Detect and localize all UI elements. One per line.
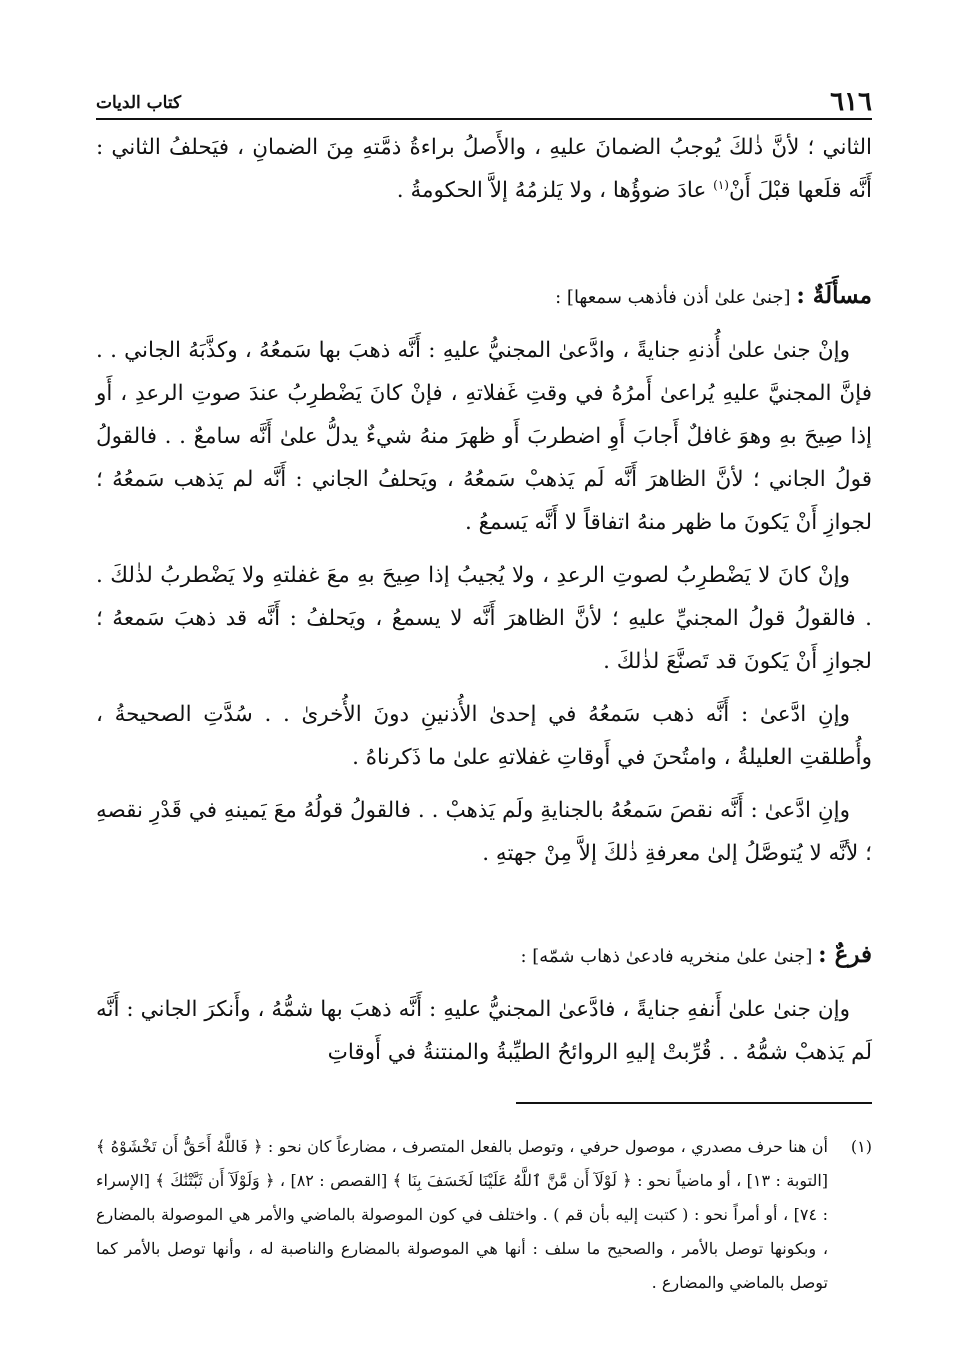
main-text	[96, 126, 872, 1074]
intro-paragraph	[96, 126, 872, 212]
intro-text-b: عادَ ضوؤُها ، ولا يَلزمُهُ إلاَّ الحكومةُ .	[396, 178, 714, 203]
far-label: فرعٌ :	[818, 941, 872, 968]
footnote-divider	[516, 1102, 872, 1104]
footnote-text: أن هنا حرف مصدري ، موصول حرفي ، وتوصل بالفعل المتصرف ، مضارعاً كان نحو : ﴿ فَاللَّهُ أَحَقُّ أَن تَخْشَوْهُ ﴾ [التوبة : ١٣] ، أو ماضياً نحو : ﴿ لَوْلَآ أَن مَّنَّ ٱللَّهُ عَلَيْنَا لَخَسَفَ بِنَا ﴾ [القصص : ٨٢] ، ﴿ وَلَوْلَآ أَن ثَبَّتْنَٰكَ ﴾ [الإسراء : ٧٤] ، أو أمراً نحو : ( كتبت إليه بأن قم ) . واختلف في كون الموصولة بالماضي والأمر هي الموصولة بالمضارع ، وبكونها توصل بالأمر ، والصحيح ما سلف : أنها هي الموصولة بالمضارع والناصبة له ، وأنها توصل بالأمر كما توصل بالماضي والمضارع .	[96, 1137, 829, 1292]
page-header	[96, 86, 872, 120]
masala-label: مسأَلَةٌ :	[796, 282, 872, 309]
section-heading-masala	[96, 274, 872, 319]
footnote-marker: (١)	[850, 1137, 872, 1156]
far-title: [جنىٰ علىٰ منخريه فادعىٰ ذهاب شمّه] :	[520, 946, 819, 967]
page-number: ٦١٦	[830, 87, 872, 117]
section-heading-far	[96, 933, 872, 978]
footnote-block	[96, 1130, 872, 1300]
running-title: كتاب الديات	[96, 93, 182, 113]
far-paragraph-1: وإن جنىٰ علىٰ أَنفهِ جنايةً ، فادَّعىٰ المجنيُّ عليهِ : أَنَّه ذهبَ بها شمُّهُ ، وأَنكرَ الجاني : أَنَّه لَم يَذهبْ شمُّهُ . . قُرِّبتْ إليهِ الروائحُ الطيِّبةُ والمنتنةُ في أَوقاتِ	[96, 997, 872, 1065]
intro-text-a: الثاني ؛ لأنَّ ذٰلكَ يُوجبُ الضمانَ عليهِ ، والأَصلُ براءةُ ذمَّتهِ مِنَ الضمانِ ، فيَحلفُ الثاني : أَنَّه قلَعها قبْلَ أَنْ	[96, 135, 872, 203]
footnote-reference[interactable]: (١)	[713, 177, 729, 192]
masala-paragraph-2: وإنْ كانَ لا يَضْطرِبُ لصوتِ الرعدِ ، ولا يُجيبُ إذا صِيحَ بهِ معَ غفلتهِ ولا يَضْطربُ لذٰلكَ . . فالقولُ قولُ المجنيِّ عليهِ ؛ لأنَّ الظاهرَ أَنَّه لا يسمعُ ، ويَحلفُ : أَنَّه قد ذهبَ سَمعهُ ؛ لجوازِ أَنْ يَكونَ قد تَصنَّعَ لذٰلكَ .	[96, 563, 872, 674]
masala-paragraph-4: وإنِ ادَّعىٰ : أَنَّه نقصَ سَمعُهُ بالجنايةِ ولَم يَذهبْ . . فالقولُ قولُهُ معَ يَمينهِ في قَدْرِ نقصهِ ؛ لأنَّه لا يُتوصَّلُ إلىٰ معرفةِ ذٰلكَ إلاَّ مِنْ جهتهِ .	[96, 798, 872, 866]
masala-title: [جنىٰ علىٰ أذن فأذهب سمعها] :	[555, 287, 797, 308]
masala-paragraph-1: وإنْ جنىٰ علىٰ أُذنهِ جنايةً ، وادَّعىٰ المجنيُّ عليهِ : أَنَّه ذهبَ بها سَمعُهُ ، وكذَّبَهُ الجاني . . فإنَّ المجنيَّ عليهِ يُراعىٰ أَمرُهُ في وقتِ غَفلاتهِ ، فإنْ كانَ يَضْطرِبُ عندَ صوتِ الرعدِ ، أَو إذا صِيحَ بهِ وهوَ غافلٌ أَجابَ أَوِ اضطربَ أَو ظهرَ منهُ شيءٌ يدلُّ علىٰ أَنَّه سامعٌ . . فالقولُ قولُ الجاني ؛ لأنَّ الظاهرَ أَنَّه لَم يَذهبْ سَمعُهُ ، ويَحلفُ الجاني : أَنَّه لم يَذهب سَمعُهُ ؛ لجوازِ أَنْ يَكونَ ما ظهر منهُ اتفاقاً لا أَنَّه يَسمعُ .	[96, 338, 872, 535]
masala-paragraph-3: وإنِ ادَّعىٰ : أَنَّه ذهب سَمعُهُ في إحدىٰ الأُذنينِ دونَ الأُخرىٰ . . سُدَّتِ الصحيحةُ ، وأُطلقتِ العليلةُ ، وامتُحنَ في أَوقاتِ غفلاتهِ علىٰ ما ذَكرناهُ .	[96, 702, 872, 770]
